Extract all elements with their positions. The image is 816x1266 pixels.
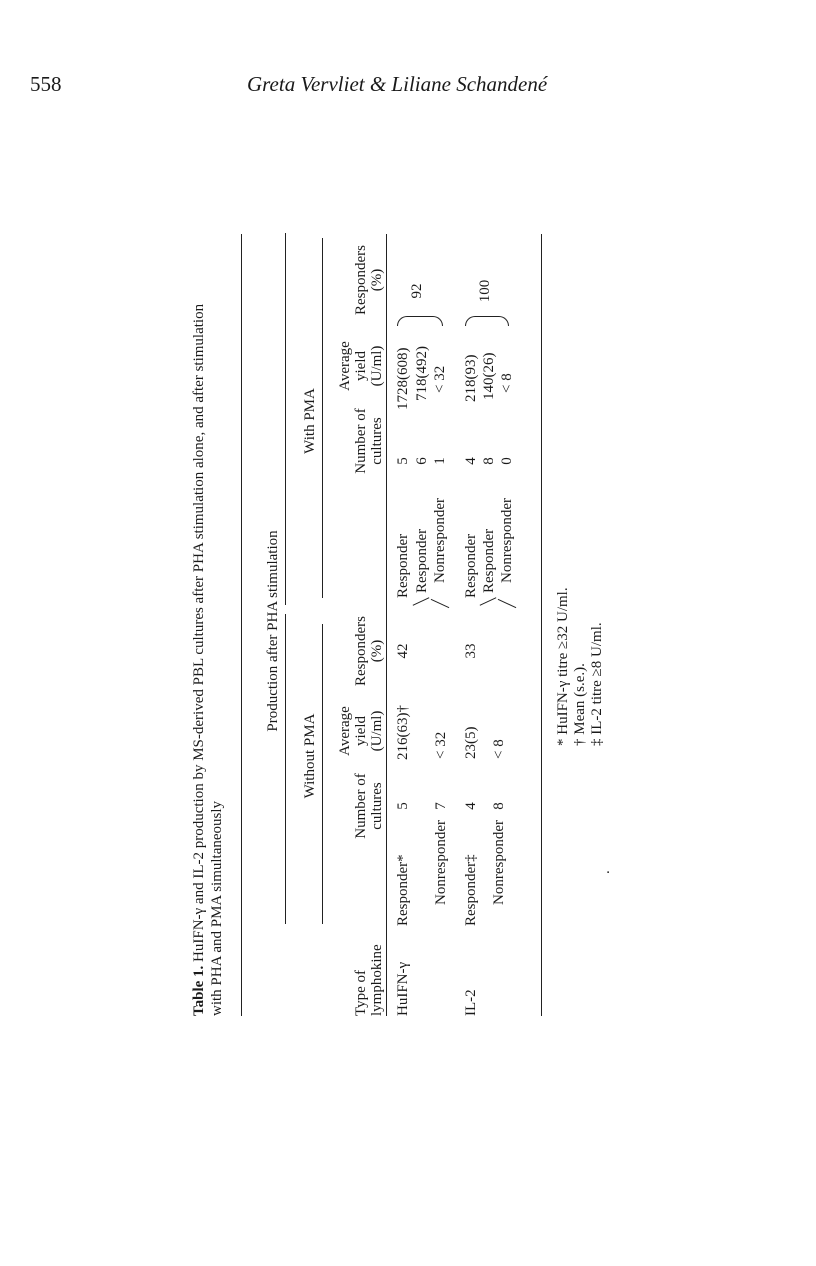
il2-pma-responders: 100	[477, 279, 493, 303]
il2-stroke-2	[498, 599, 517, 608]
pma-col-number-1: Number of	[353, 408, 369, 474]
header-rule	[386, 234, 387, 1016]
caption-line-1: HuIFN-γ and IL-2 production by MS-derived PBL cultures after PHA stimulation alone, and after stimulation	[191, 303, 207, 962]
with-pma-underline	[322, 238, 323, 598]
huifn-row1-label: Responder*	[395, 854, 411, 926]
huifn-stroke-2	[431, 599, 450, 608]
huifn-pma-row1-yield: 1728(608)	[395, 347, 411, 410]
type-huifn: HuIFN-γ	[395, 961, 411, 1016]
pma-col-number-2: cultures	[369, 417, 385, 465]
type-il2: IL-2	[463, 989, 479, 1016]
huifn-stroke-1	[413, 597, 430, 606]
il2-pma-row1-label: Responder	[463, 533, 479, 598]
il2-brace	[465, 316, 509, 326]
huifn-pma-row3-number: 1	[432, 457, 448, 465]
il2-row1-number: 4	[463, 802, 479, 810]
footnote-2: † Mean (s.e.).	[572, 663, 588, 746]
pma-col-average-1: Average	[337, 341, 353, 391]
il2-pma-row2-number: 8	[481, 457, 497, 465]
il2-pma-row2-yield: 140(26)	[481, 352, 497, 400]
col-responders-1: Responders	[353, 616, 369, 686]
huifn-pma-row3-label: Nonresponder	[432, 498, 448, 583]
huifn-pma-row1-number: 5	[395, 457, 411, 465]
pma-col-responders-1: Responders	[353, 245, 369, 315]
il2-row1-responders: 33	[463, 643, 479, 659]
col-average-3: (U/ml)	[369, 710, 385, 752]
il2-pma-row2-label: Responder	[481, 528, 497, 593]
il2-row2-label: Nonresponder	[491, 820, 507, 905]
huifn-row2-yield: < 32	[433, 731, 449, 759]
stray-mark: .	[597, 870, 613, 874]
il2-row1-label: Responder‡	[463, 854, 479, 926]
il2-row1-yield: 23(5)	[463, 726, 479, 759]
col-number-2: cultures	[369, 782, 385, 830]
col-type-2: lymphokine	[369, 944, 385, 1016]
with-pma-header: With PMA	[302, 388, 318, 454]
il2-pma-row1-yield: 218(93)	[463, 354, 479, 402]
caption-line-2: with PHA and PMA simultaneously	[209, 800, 225, 1016]
top-rule	[241, 234, 242, 1016]
caption-label: Table 1.	[191, 965, 207, 1016]
il2-pma-row3-number: 0	[499, 457, 515, 465]
huifn-pma-row1-label: Responder	[395, 533, 411, 598]
footnote-3: ‡ IL-2 titre ≥8 U/ml.	[589, 622, 605, 746]
running-title: Greta Vervliet & Liliane Schandené	[247, 72, 548, 96]
huifn-brace	[397, 316, 443, 326]
col-average-1: Average	[337, 706, 353, 756]
il2-row2-yield: < 8	[491, 739, 507, 759]
huifn-row1-responders: 42	[395, 643, 411, 659]
pma-col-average-2: yield	[353, 351, 369, 381]
footnote-1: * HuIFN-γ titre ≥32 U/ml.	[555, 587, 571, 746]
huifn-pma-row2-label: Responder	[414, 528, 430, 593]
bottom-rule	[541, 234, 542, 1016]
without-pma-underline	[322, 624, 323, 924]
il2-stroke-1	[480, 597, 497, 606]
without-pma-rule	[285, 614, 286, 924]
il2-pma-row3-yield: < 8	[499, 373, 515, 393]
huifn-row2-number: 7	[433, 802, 449, 810]
rotated-table	[186, 232, 613, 1016]
huifn-row1-number: 5	[395, 802, 411, 810]
huifn-row1-yield: 216(63)†	[395, 705, 411, 760]
table-caption	[192, 304, 207, 1016]
huifn-pma-responders: 92	[409, 283, 425, 299]
col-type-1: Type of	[353, 969, 369, 1016]
without-pma-header: Without PMA	[302, 713, 318, 799]
pma-col-average-3: (U/ml)	[369, 345, 385, 387]
huifn-row2-label: Nonresponder	[433, 820, 449, 905]
il2-pma-row3-label: Nonresponder	[499, 498, 515, 583]
huifn-pma-row2-yield: 718(492)	[414, 346, 430, 401]
il2-row2-number: 8	[491, 802, 507, 810]
huifn-pma-row3-yield: < 32	[432, 365, 448, 393]
il2-pma-row1-number: 4	[463, 457, 479, 465]
col-responders-2: (%)	[369, 639, 385, 663]
with-pma-rule	[285, 233, 286, 605]
huifn-pma-row2-number: 6	[414, 457, 430, 465]
page-number: 558	[30, 72, 62, 96]
col-number-1: Number of	[353, 773, 369, 839]
pma-col-responders-2: (%)	[369, 268, 385, 292]
group-header: Production after PHA stimulation	[265, 530, 281, 732]
col-average-2: yield	[353, 716, 369, 746]
